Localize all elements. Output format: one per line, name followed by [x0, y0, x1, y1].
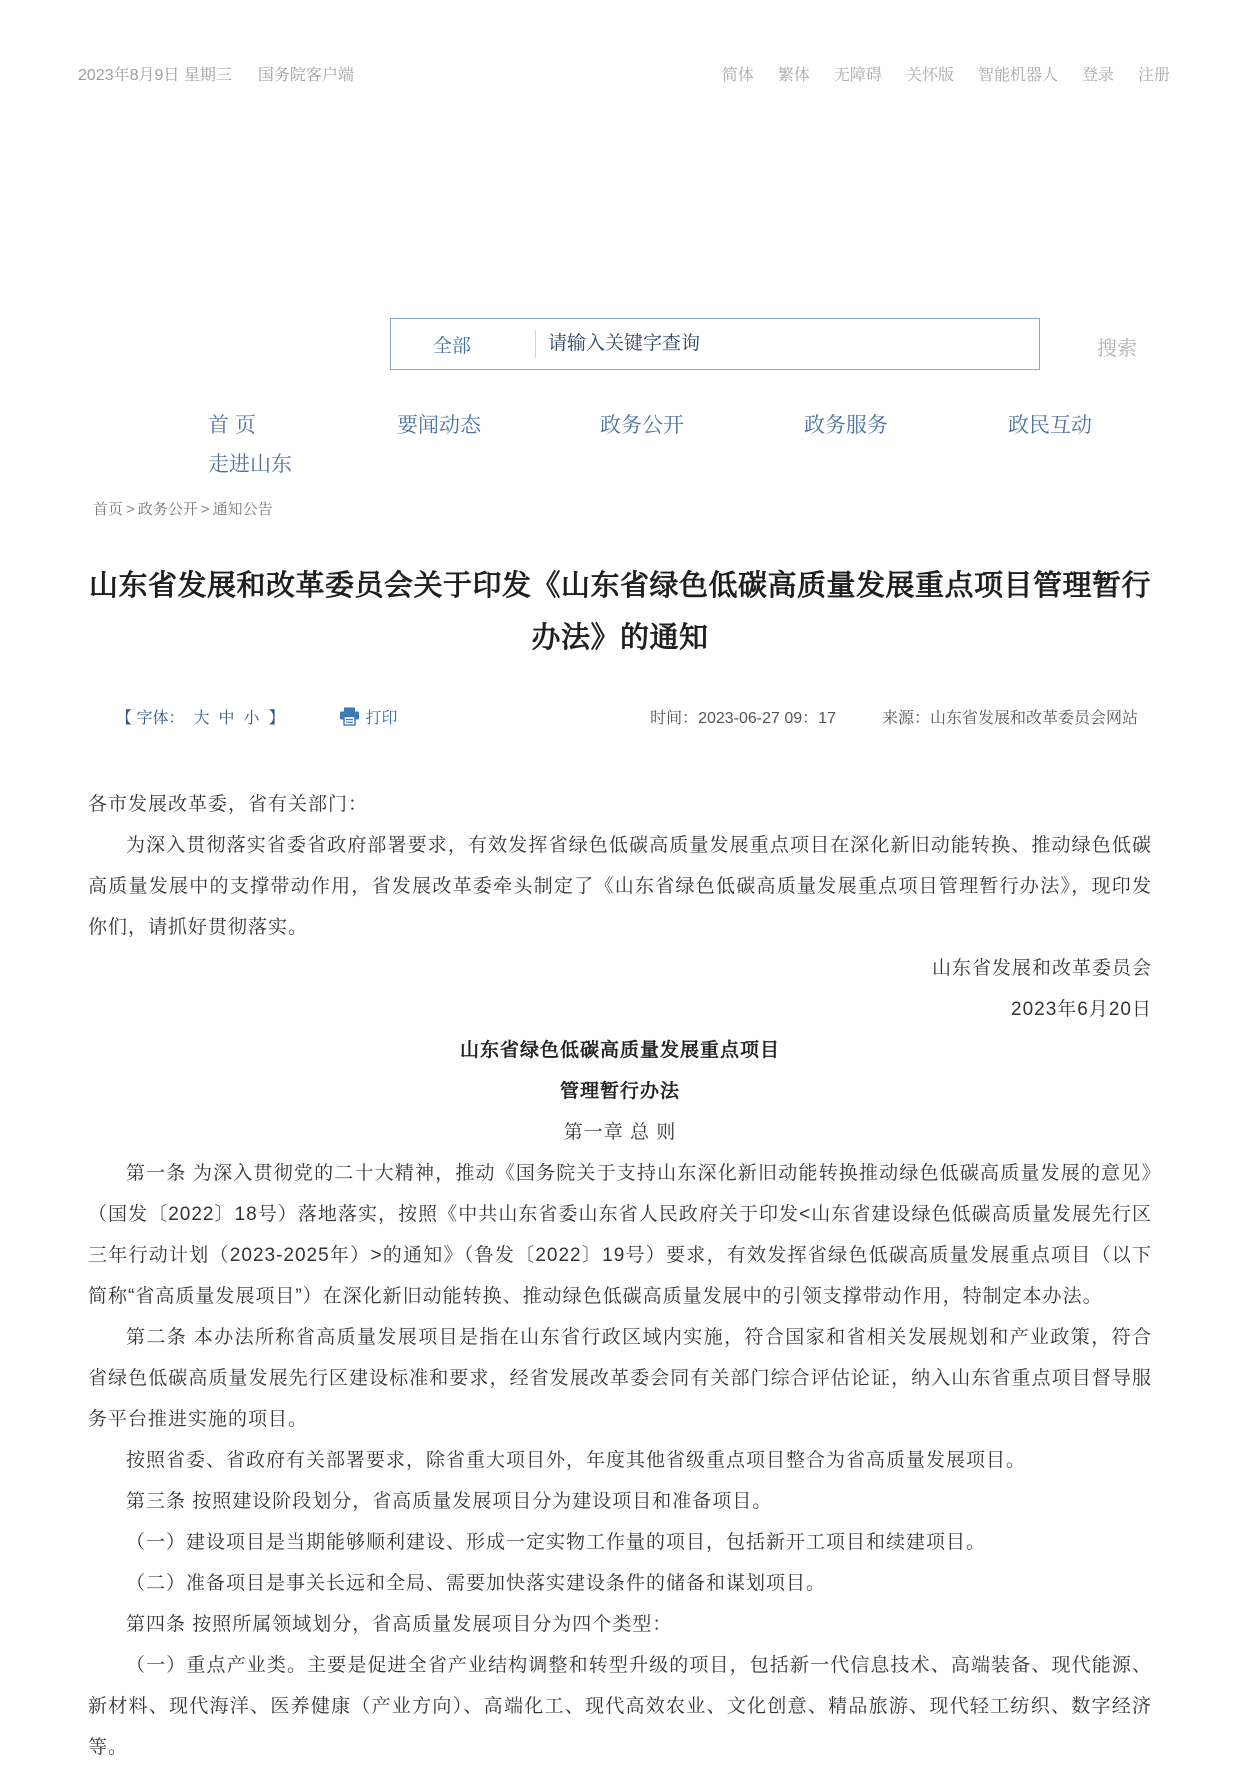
search-button[interactable]: 搜索 [1097, 338, 1137, 360]
topbar-link[interactable]: 关怀版 [905, 67, 954, 84]
nav-item[interactable]: 政民互动 [1008, 414, 1092, 437]
nav-item[interactable]: 走进山东 [208, 453, 292, 476]
main-nav [0, 406, 1240, 484]
article-paragraph: 按照省委、省政府有关部署要求，除省重大项目外，年度其他省级重点项目整合为省高质量发展项目。 [126, 1450, 1027, 1471]
nav-item[interactable]: 要闻动态 [397, 414, 481, 437]
article-paragraph: 山东省绿色低碳高质量发展重点项目 [459, 1040, 780, 1061]
nav-row-1 [208, 406, 1240, 445]
topbar-link[interactable]: 无障碍 [833, 67, 882, 84]
breadcrumb-item[interactable]: 通知公告 [212, 501, 273, 518]
font-label-open: 【 字体： [116, 709, 185, 727]
font-size-option[interactable]: 大 [193, 709, 210, 727]
search-category-dropdown[interactable]: 全部 [433, 335, 472, 357]
breadcrumb [93, 500, 1240, 520]
nav-item[interactable]: 政务服务 [804, 414, 888, 437]
print-button[interactable] [339, 705, 398, 728]
article-paragraph: 为深入贯彻落实省委省政府部署要求，有效发挥省绿色低碳高质量发展重点项目在深化新旧动能转换、推动绿色低碳高质量发展中的支撑带动作用，省发展改革委牵头制定了《山东省绿色低碳高质量发展重点项目管理暂行办法》，现印发你们，请抓好贯彻落实。 [88, 835, 1152, 938]
font-size-controls [116, 705, 285, 728]
topbar-left [78, 64, 354, 88]
article-paragraph: 第一章 总 则 [563, 1122, 677, 1143]
topbar-date: 2023年8月9日 星期三 [78, 67, 232, 84]
article-paragraph: （二）准备项目是事关长远和全局、需要加快落实建设条件的储备和谋划项目。 [126, 1573, 827, 1594]
topbar-link[interactable]: 智能机器人 [977, 67, 1058, 84]
article [88, 560, 1152, 1768]
search-input[interactable] [546, 332, 1039, 356]
breadcrumb-separator: > [126, 501, 135, 518]
font-label-close: 】 [268, 709, 285, 727]
breadcrumb-item[interactable]: 政务公开 [137, 501, 198, 518]
topbar-link[interactable]: 登录 [1081, 67, 1114, 84]
search-divider [535, 330, 536, 358]
article-paragraph: 第三条 按照建设阶段划分，省高质量发展项目分为建设项目和准备项目。 [126, 1491, 773, 1512]
article-paragraph: 第二条 本办法所称省高质量发展项目是指在山东省行政区域内实施，符合国家和省相关发展规划和产业政策，符合省绿色低碳高质量发展先行区建设标准和要求，经省发展改革委会同有关部门综合评估论证，纳入山东省重点项目督导服务平台推进实施的项目。 [88, 1327, 1152, 1430]
topbar-client-link[interactable]: 国务院客户端 [257, 67, 354, 84]
article-paragraph: 2023年6月20日 [1011, 999, 1152, 1020]
breadcrumb-separator: > [200, 501, 210, 518]
nav-item[interactable]: 首 页 [208, 414, 256, 437]
article-paragraph: 第一条 为深入贯彻党的二十大精神，推动《国务院关于支持山东深化新旧动能转换推动绿色低碳高质量发展的意见》（国发〔2022〕18号）落地落实，按照《中共山东省委山东省人民政府关于印发<山东省建设绿色低碳高质量发展先行区三年行动计划（2023-2025年）>的通知》（鲁发〔2022〕19号）要求，有效发挥省绿色低碳高质量发展重点项目（以下简称“省高质量发展项目”）在深化新旧动能转换、推动绿色低碳高质量发展中的引领支撑带动作用，特制定本办法。 [88, 1163, 1152, 1307]
topbar-link[interactable]: 繁体 [777, 67, 810, 84]
nav-row-2 [208, 445, 1240, 484]
article-paragraph: （一）建设项目是当期能够顺利建设、形成一定实物工作量的项目，包括新开工项目和续建项目。 [126, 1532, 987, 1553]
print-label: 打印 [365, 709, 398, 727]
search-box [390, 318, 1040, 370]
nav-item[interactable]: 政务公开 [600, 414, 684, 437]
font-size-option[interactable]: 中 [218, 709, 235, 727]
article-meta [88, 700, 1152, 732]
topbar-links [722, 64, 1170, 88]
article-source: 来源：山东省发展和改革委员会网站 [881, 709, 1138, 727]
topbar [0, 0, 1240, 88]
article-paragraph: 各市发展改革委，省有关部门： [88, 794, 369, 815]
article-paragraph: （一）重点产业类。主要是促进全省产业结构调整和转型升级的项目，包括新一代信息技术、高端装备、现代能源、新材料、现代海洋、医养健康（产业方向）、高端化工、现代高效农业、文化创意、精品旅游、现代轻工纺织、数字经济等。 [88, 1655, 1152, 1758]
article-paragraph: 管理暂行办法 [559, 1081, 680, 1102]
search-row [0, 318, 1240, 370]
article-body [88, 784, 1152, 1768]
printer-icon [339, 707, 360, 726]
breadcrumb-item[interactable]: 首页 [93, 501, 124, 518]
article-paragraph: 第四条 按照所属领域划分，省高质量发展项目分为四个类型： [126, 1614, 673, 1635]
article-paragraph: 山东省发展和改革委员会 [931, 958, 1152, 979]
article-time: 时间：2023-06-27 09：17 [650, 709, 836, 727]
font-size-option[interactable]: 小 [243, 709, 260, 727]
topbar-link[interactable]: 注册 [1137, 67, 1170, 84]
page-title: 山东省发展和改革委员会关于印发《山东省绿色低碳高质量发展重点项目管理暂行办法》的通知 [88, 570, 1151, 654]
topbar-link[interactable]: 简体 [721, 67, 754, 84]
